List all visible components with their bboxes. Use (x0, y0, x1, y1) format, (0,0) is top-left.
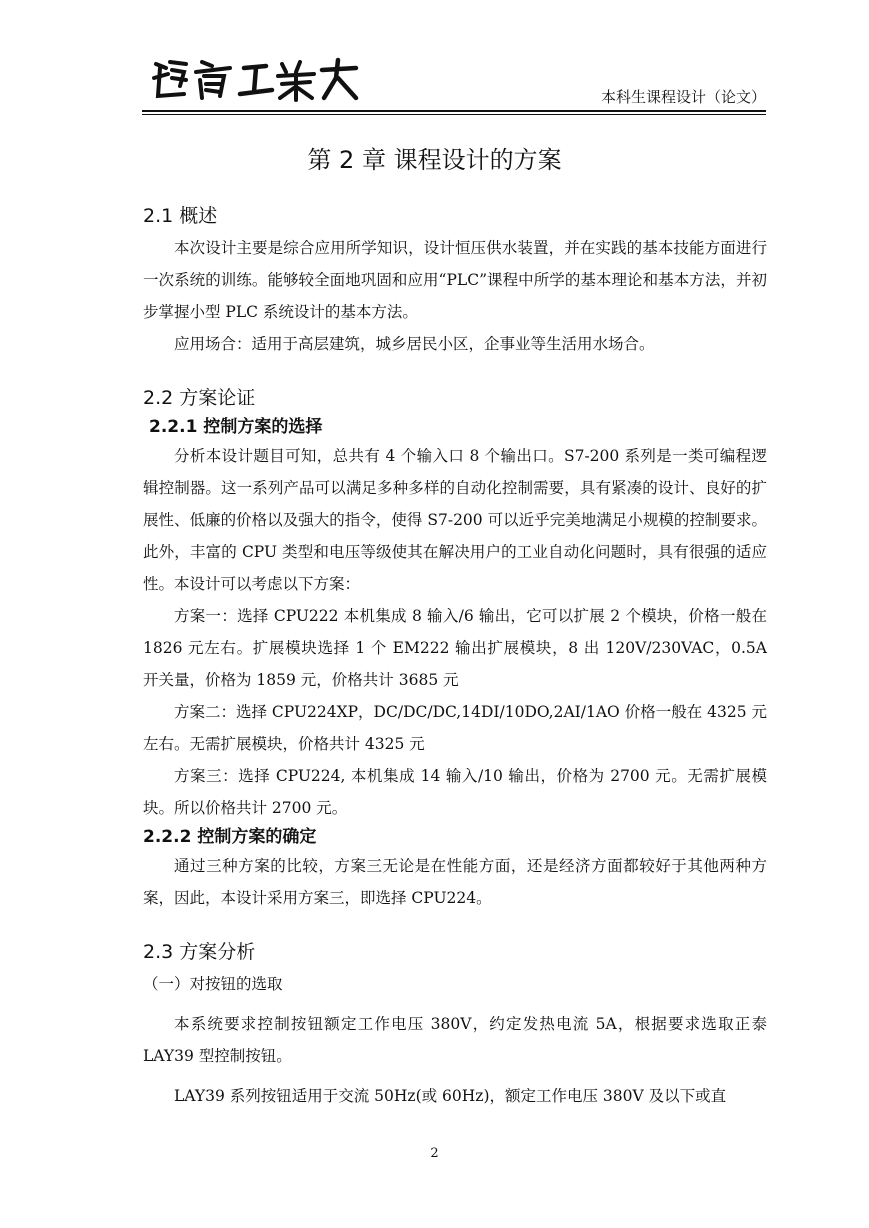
plan-1: 方案一：选择 CPU222 本机集成 8 输入/6 输出，它可以扩展 2 个模块，价格一般在 1826 元左右。扩展模块选择 1 个 EM222 输出扩展模块，8 出 120V/230VAC，0.5A 开关量，价格为 1859 元，价格共计 3685 元 (143, 607, 767, 689)
subsection-heading-2-2-2: 2.2.2 控制方案的确定 (143, 827, 317, 847)
section-heading-2-2: 2.2 方案论证 (143, 387, 256, 409)
subsection-heading-2-2-1: 2.2.1 控制方案的选择 (149, 417, 323, 437)
page-number: 2 (430, 1146, 439, 1161)
header-rule (142, 110, 766, 112)
chapter-title: 第 2 章 课程设计的方案 (307, 146, 562, 174)
paragraph: 本系统要求控制按钮额定工作电压 380V，约定发热电流 5A，根据要求选取正泰 LAY39 型控制按钮。 (143, 1015, 767, 1065)
paragraph: 应用场合：适用于高层建筑，城乡居民小区，企事业等生活用水场合。 (174, 335, 655, 353)
page-body (143, 200, 767, 1112)
paragraph: 分析本设计题目可知，总共有 4 个输入口 8 个输出口。S7-200 系列是一类可编程逻辑控制器。这一系列产品可以满足多种多样的自动化控制需要，具有紧凑的设计、良好的扩展性、低廉的价格以及强大的指令，使得 S7-200 可以近乎完美地满足小规模的控制要求。此外，丰富的 CPU 类型和电压等级使其在解决用户的工业自动化问题时，具有很强的适应性。本设计可以考虑以下方案： (143, 447, 767, 593)
section-heading-2-3: 2.3 方案分析 (143, 941, 256, 963)
paragraph: 本次设计主要是综合应用所学知识，设计恒压供水装置，并在实践的基本技能方面进行一次系统的训练。能够较全面地巩固和应用“PLC”课程中所学的基本理论和基本方法，并初步掌握小型 PLC 系统设计的基本方法。 (143, 239, 767, 321)
section-heading-2-1: 2.1 概述 (143, 205, 218, 227)
paragraph: LAY39 系列按钮适用于交流 50Hz(或 60Hz)，额定工作电压 380V 及以下或直 (174, 1087, 727, 1105)
university-logo (150, 56, 365, 102)
plan-3: 方案三：选择 CPU224, 本机集成 14 输入/10 输出，价格为 2700 元。无需扩展模块。所以价格共计 2700 元。 (143, 767, 767, 817)
header-rule-thin (142, 114, 766, 115)
document-type: 本科生课程设计（论文） (600, 88, 766, 106)
list-item-heading: （一）对按钮的选取 (143, 975, 283, 993)
plan-2: 方案二：选择 CPU224XP，DC/DC/DC,14DI/10DO,2AI/1AO 价格一般在 4325 元左右。无需扩展模块，价格共计 4325 元 (143, 703, 767, 753)
paragraph: 通过三种方案的比较，方案三无论是在性能方面，还是经济方面都较好于其他两种方案，因此，本设计采用方案三，即选择 CPU224。 (143, 857, 767, 907)
